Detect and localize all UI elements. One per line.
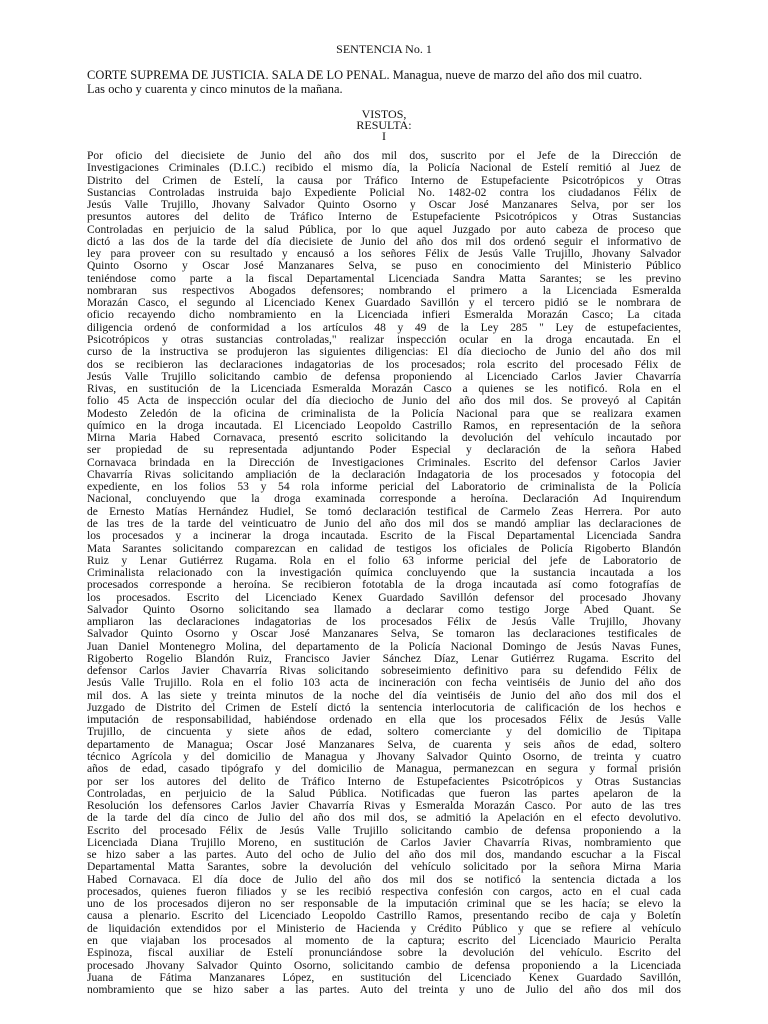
body-line: Por oficio del diecisiete de Junio del año dos mil dos, suscrito por el Jefe de la Dirección de	[87, 150, 681, 162]
heading-section-number: I	[382, 129, 386, 143]
body-line: Departamental Matta Sarantes, sobre la devolución del vehículo solicitado por la señora Mirna Maria	[87, 861, 681, 874]
body-line: Ruiz y Lenar Gutiérrez Rugama. Rola en el folio 63 informe pericial del jefe de Laboratorio de	[87, 554, 681, 567]
body-line: químico en la droga incautada. El Licenciado Leopoldo Castrillo Ramos, en representación de la señora	[87, 419, 681, 432]
body-line: Morazán Casco, el segundo al Licenciado Kenex Guardado Savillón y el tercero pidió se le nombrara de	[87, 297, 681, 310]
body-line: Distrito del Crimen de Estelí, la causa por Tráfico Interno de Estupefaciente Psicotrópicos y Otras	[87, 174, 681, 187]
body-line: Licenciada Diana Trujillo Moreno, en sustitución de Carlos Javier Chavarría Rivas, nombramiento que	[87, 836, 681, 849]
body-line: folio 45 Acta de inspección ocular del día dieciocho de Junio del año dos mil dos. Se proveyó al Capitán	[87, 395, 681, 408]
body-line: Rigoberto Rogelio Blandón Ruiz, Francisco Javier Sánchez Díaz, Lenar Gutiérrez Rugama. Escrito del	[87, 652, 681, 665]
body-line: procesados, quienes fueron filiados y se les recibió respectiva confesión con cargos, acto en el cual cada	[87, 885, 681, 898]
body-line: Escrito del procesado Félix de Jesús Valle Trujillo solicitando cambio de defensa proponiendo a la	[87, 824, 681, 837]
body-line: de la tarde del día cinco de Julio del año dos mil dos, se admitió la Apelación en el efecto devolutivo.	[87, 812, 681, 825]
body-line: ley para proveer con su resultado y encausó a los señores Félix de Jesús Valle Trujillo, Jhovany Salvador	[87, 248, 681, 261]
body-line: Psicotrópicos y otras sustancias controladas," realizar inspección ocular en la droga encautada. En el	[87, 333, 681, 346]
body-line: dos se recibieron las declaraciones indagatorias de los procesados; rola escrito del procesado Félix de	[87, 358, 681, 371]
body-line: técnico Agrícola y del domicilio de Managua y Jhovany Salvador Quinto Osorno, de treinta y cuatro	[87, 751, 681, 764]
body-line: teniéndose como parte a la fiscal Departamental Licenciada Sandra Matta Sarantes; se les previno	[87, 272, 681, 285]
body-line: Quinto Osorno y Oscar José Manzanares Selva, se puso en conocimiento del Ministerio Público	[87, 260, 681, 273]
body-line: mil dos. A las siete y treinta minutos de la noche del día veintiséis de Junio del año dos mil dos el	[87, 689, 681, 702]
body-line: ampliaron las declaraciones indagatorias de los procesados Félix de Jesús Valle Trujillo, Jhovany	[87, 616, 681, 629]
body-line: de las tres de la tarde del veinticuatro de Junio del año dos mil dos se mandó ampliar las declaraciones de	[87, 517, 681, 530]
body-line: se hizo saber a las partes. Auto del ocho de Julio del año dos mil dos, mandando escuchar a la Fiscal	[87, 849, 681, 862]
body-line: Salvador Quinto Osorno y Oscar José Manzanares Selva, Se tomaron las declaraciones testificales de	[87, 628, 681, 641]
body-line: curso de la instructiva se produjeron las siguientes diligencias: El día dieciocho de Junio del año dos mil	[87, 346, 681, 359]
body-line: Juzgado de Distrito del Crimen de Estelí dictó la sentencia interlocutoria de calificación de los hechos e	[87, 701, 681, 714]
document-intro	[87, 68, 681, 96]
body-line: Jesús Valle Trujillo. Rola en el folio 103 acta de incineración con fecha veintiséis de Junio del año dos	[87, 677, 681, 690]
body-line: Mata Sarantes solicitando comparezcan en calidad de testigos los oficiales de Policía Rigoberto Blandón	[87, 542, 681, 555]
body-paragraph	[87, 150, 681, 996]
body-line: diligencia ordenó de conformidad a los artículos 48 y 49 de la Ley 285 " Ley de estupefacientes,	[87, 321, 681, 334]
body-line: Chavarría Rivas solicitando ampliación de la declaración Indagatoria de los procesados y fotocopia del	[87, 468, 681, 481]
body-line: nombramiento que se hizo saber a las partes. Auto del treinta y uno de Julio del año dos mil dos	[87, 984, 681, 997]
body-line: procesados corresponde a heroína. Se recibieron fototabla de la droga incautada así como fotografías de	[87, 579, 681, 592]
body-line: Criminalista relacionado con la investigación química concluyendo que la sustancia incautada a los	[87, 567, 681, 580]
body-line: defensor Carlos Javier Chavarría Rivas solicitando sobreseimiento definitivo para su defendido Félix de	[87, 665, 681, 678]
body-line: Resolución los defensores Carlos Javier Chavarría Rivas y Esmeralda Morazán Casco. Por auto de las tres	[87, 800, 681, 813]
body-line: por ser los autores del delito de Tráfico Interno de Estupefacientes Psicotrópicos y Otras Sustancias	[87, 775, 681, 788]
body-line: de Ernesto Matías Hernández Hudiel, Se tomó declaración testifical de Carmelo Zeas Herrera. Por auto	[87, 505, 681, 518]
body-line: nombraran sus respectivos Abogados defensores; nombrando el primero a la Licenciada Esmeralda	[87, 284, 681, 297]
body-line: Rivas, en sustitución de la Licenciada Esmeralda Morazán Casco a quienes se les notificó. Rola en el	[87, 383, 681, 396]
body-line: Nacional, concluyendo que la droga examinada corresponde a heroína. Declaración Ad Inquirendum	[87, 493, 681, 506]
body-line: uno de los procesados dijeron no ser responsable de la imputación criminal que se les hacía; se elevo la	[87, 898, 681, 911]
body-line: Salvador Quinto Osorno solicitando sea llamado a declarar como testigo Jorge Abed Quant. Se	[87, 603, 681, 616]
body-line: expediente, en los folios 53 y 54 rola informe pericial del Laboratorio de criminalista de la Policía	[87, 481, 681, 494]
body-line: en que viajaban los procesados al momento de la captura; escrito del Licenciado Mauricio Peralta	[87, 935, 681, 947]
body-line: Habed Cornavaca. El día doce de Julio del año dos mil dos se notificó la sentencia dictada a los	[87, 873, 681, 886]
body-line: Juan Daniel Montenegro Molina, del departamento de la Policía Nacional Domingo de Jesús Navas Funes,	[87, 640, 681, 653]
body-line: Juana de Fátima Manzanares López, en sustitución del Licenciado Kenex Guardado Savillón,	[87, 971, 681, 984]
body-line: departamento de Managua; Oscar José Manzanares Selva, de cuarenta y seis años de edad, soltero	[87, 738, 681, 751]
body-line: Espinoza, fiscal auxiliar de Estelí pronunciándose sobre la devolución del vehículo. Escrito del	[87, 947, 681, 960]
body-line: Sustancias Controladas instruida bajo Expediente Policial No. 1482-02 contra los ciudadanos Félix de	[87, 186, 681, 199]
body-line: los procesados y a incinerar la droga incautada. Escrito de la Fiscal Departamental Licenciada Sandra	[87, 530, 681, 543]
heading-vistos: VISTOS,	[361, 107, 407, 121]
body-line: imputación de responsabilidad, habiéndose ordenado en ella que los procesados Félix de Jesús Valle	[87, 714, 681, 727]
body-line: Modesto Zeledón de la oficina de criminalista de la Policía Nacional para que se realizara examen	[87, 407, 681, 420]
body-line: procesado Jhovany Salvador Quinto Osorno, solicitando cambio de defensa proponiendo a la Licenciada	[87, 959, 681, 972]
intro-line: CORTE SUPREMA DE JUSTICIA. SALA DE LO PENAL. Managua, nueve de marzo del año dos mil cuatro.	[87, 68, 643, 82]
body-line: Jesús Valle Trujillo solicitando cambio de defensa proponiendo al Licenciado Carlos Javier Chavarría	[87, 370, 681, 383]
body-line: Cornavaca brindada en la Dirección de Investigaciones Criminales. Escrito del defensor Carlos Javier	[87, 456, 681, 469]
body-line: Trujillo, de cincuenta y siete años de edad, soltero comerciante y del domicilio de Tipitapa	[87, 726, 681, 739]
body-line: años de edad, casado tipógrafo y del domicilio de Managua, permanezcan en segura y formal prisión	[87, 763, 681, 776]
body-line: Controladas en perjuicio de la salud Pública, por lo que aquel Juzgado por auto cabeza de proceso que	[87, 223, 681, 236]
document-title: SENTENCIA No. 1	[336, 42, 432, 56]
body-line: de liquidación extendidos por el Ministerio de Hacienda y Crédito Público y que se refiere al vehículo	[87, 922, 681, 935]
body-line: causa a plenario. Escrito del Licenciado Leopoldo Castrillo Ramos, presentando recibo de caja y Boletín	[87, 910, 681, 923]
body-line: los procesados. Escrito del Licenciado Kenex Guardado Savillón defensor del procesado Jhovany	[87, 591, 681, 604]
body-line: dictó a las dos de la tarde del día diecisiete de Junio del año dos mil dos ordenó seguir el informativo de	[87, 235, 681, 248]
body-line: Jesús Valle Trujillo, Jhovany Salvador Quinto Osorno y Oscar José Manzanares Selva, por ser los	[87, 199, 681, 212]
body-line: Investigaciones Criminales (D.I.C.) recibido el mismo día, la Policía Nacional de Estelí remitió al Juez de	[87, 162, 681, 175]
heading-resulta: RESULTA:	[356, 118, 412, 132]
body-line: Controladas, en perjuicio de la Salud Pública. Notificadas que fueron las partes apelaron de la	[87, 787, 681, 800]
body-line: oficio recayendo dicho nombramiento en la Licenciada infieri Esmeralda Morazán Casco; La citada	[87, 309, 681, 322]
body-line: ser propiedad de su representada adjuntando Poder Especial y declaración de la señora Habed	[87, 444, 681, 457]
body-line: presuntos autores del delito de Tráfico Interno de Estupefaciente Psicotrópicos y Otras Sustancias	[87, 211, 681, 224]
intro-line: Las ocho y cuarenta y cinco minutos de la mañana.	[87, 82, 343, 96]
body-line: Mirna Maria Habed Cornavaca, presentó escrito solicitando la devolución del vehículo incautado por	[87, 432, 681, 445]
